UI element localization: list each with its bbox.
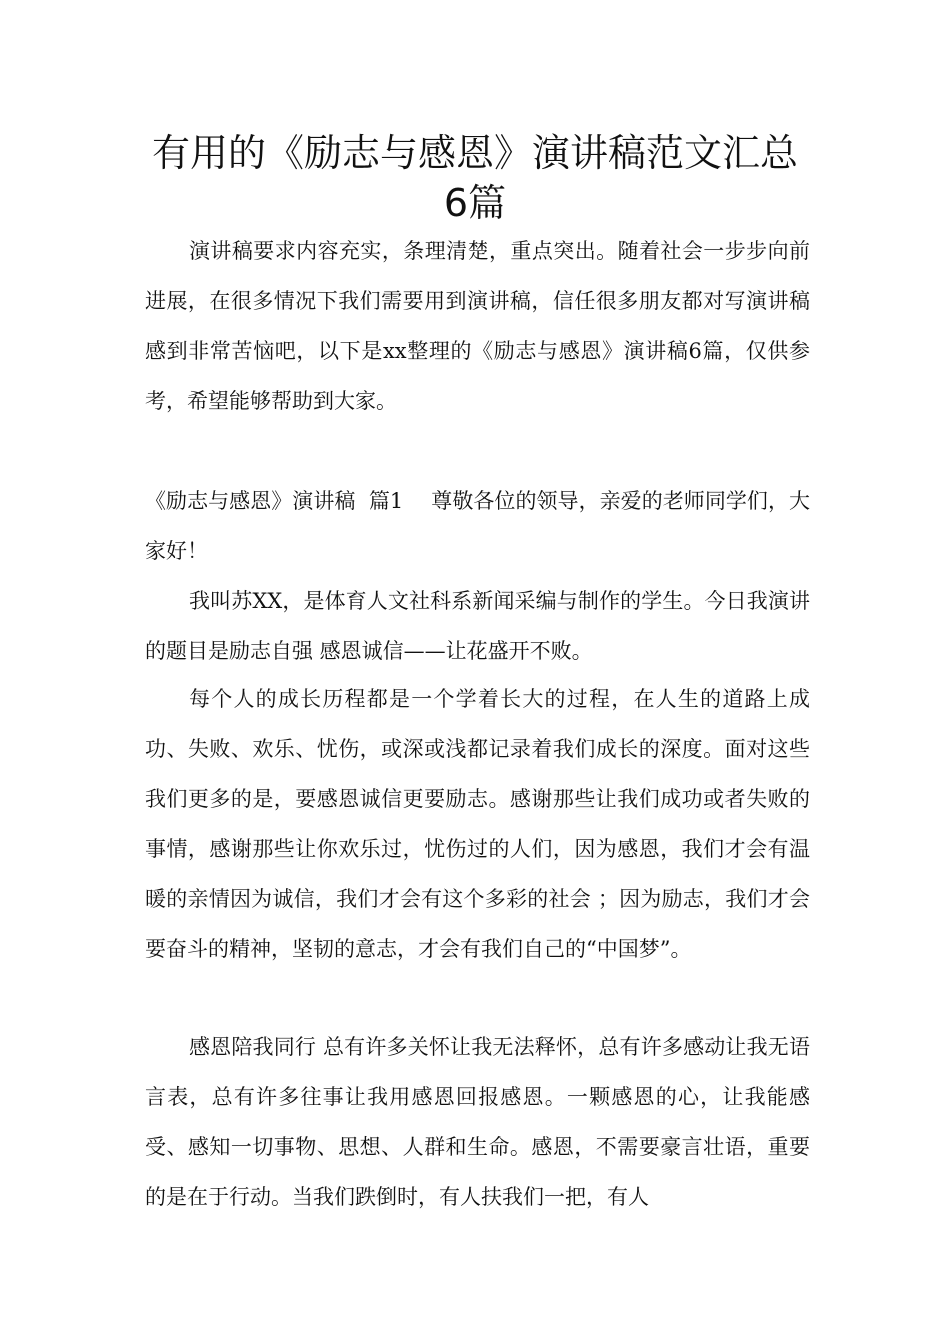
section-opening: 尊敬各位的领导，亲爱的老师同学们，大家好！ xyxy=(145,489,810,563)
section-heading: 《励志与感恩》演讲稿 篇1 xyxy=(145,489,404,513)
body-paragraph: 我叫苏XX，是体育人文社科系新闻采编与制作的学生。今日我演讲的题目是励志自强 感恩诚信——让花盛开不败。 xyxy=(145,589,810,663)
intro-paragraph: 演讲稿要求内容充实，条理清楚，重点突出。随着社会一步步向前进展，在很多情况下我们需要用到演讲稿，信任很多朋友都对写演讲稿感到非常苦恼吧，以下是xx整理的《励志与感恩》演讲稿6篇，仅供参考，希望能够帮助到大家。 xyxy=(145,239,810,413)
document-title-line-1: 有用的《励志与感恩》演讲稿范文汇总 xyxy=(151,131,798,175)
document-title-line-2: 6篇 xyxy=(443,181,507,225)
section-heading-paragraph xyxy=(145,476,810,576)
body-paragraph: 每个人的成长历程都是一个学着长大的过程，在人生的道路上成功、失败、欢乐、忧伤，或深或浅都记录着我们成长的深度。面对这些我们更多的是，要感恩诚信更要励志。感谢那些让我们成功或者失败的事情，感谢那些让你欢乐过，忧伤过的人们，因为感恩，我们才会有温暖的亲情因为诚信，我们才会有这个多彩的社会 ；因为励志，我们才会要奋斗的精神，坚韧的意志，才会有我们自己的“中国梦”。 xyxy=(145,687,810,961)
body-paragraph: 感恩陪我同行 总有许多关怀让我无法释怀，总有许多感动让我无语言表，总有许多往事让我用感恩回报感恩。一颗感恩的心，让我能感受、感知一切事物、思想、人群和生命。感恩，不需要豪言壮语，重要的是在于行动。当我们跌倒时，有人扶我们一把，有人 xyxy=(145,1035,810,1209)
